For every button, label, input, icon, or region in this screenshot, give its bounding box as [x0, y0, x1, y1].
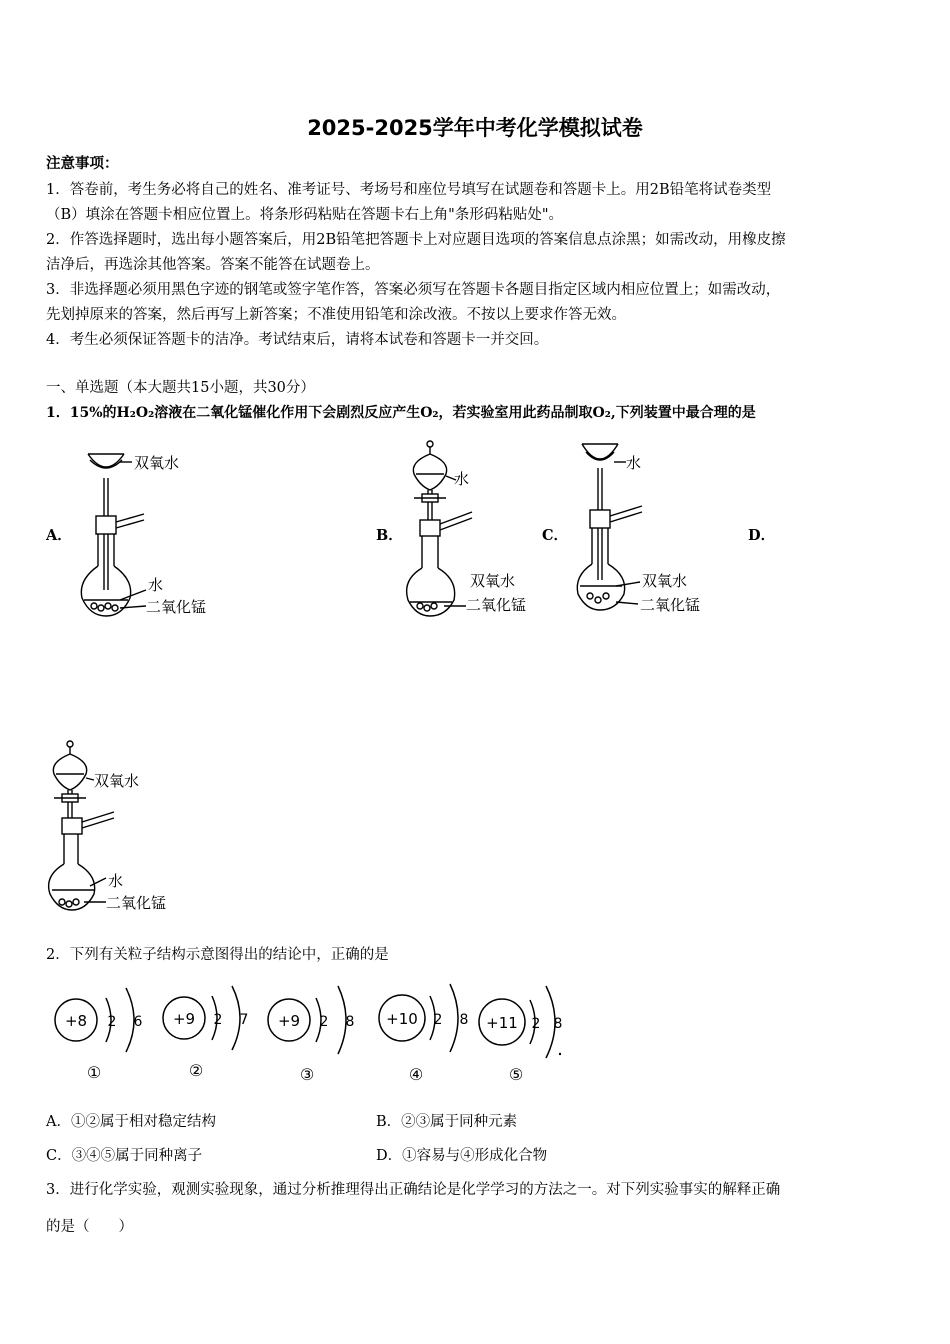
apparatus-d-bottom-label: 二氧化锰 — [106, 894, 167, 912]
q2-option-a: A．①②属于相对稳定结构 — [46, 1114, 216, 1130]
notice-line: 3．非选择题必须用黑色字迹的钢笔或签字笔作答，答案必须写在答题卡各题目指定区域内相应位置上；如需改动， — [46, 282, 781, 298]
apparatus-c-diagram — [572, 440, 722, 620]
particle-5-nucleus: +11 — [486, 1014, 518, 1032]
particle-3-shell-1: 2 — [319, 1014, 329, 1030]
notice-line: 先划掉原来的答案，然后再写上新答案；不准使用铅笔和涂改液。不按以上要求作答无效。 — [46, 307, 626, 323]
particle-diagrams — [46, 978, 586, 1088]
particle-3-mark: ③ — [299, 1065, 315, 1084]
particle-2-shell-1: 2 — [213, 1012, 223, 1028]
q2-option-c: C．③④⑤属于同种离子 — [46, 1148, 203, 1164]
notice-line: 2．作答选择题时，选出每小题答案后，用2B铅笔把答题卡上对应题目选项的答案信息点涂黑；如需改动，用橡皮擦 — [46, 232, 786, 248]
notice-line: （B）填涂在答题卡相应位置上。将条形码粘贴在答题卡右上角"条形码粘贴处"。 — [46, 207, 563, 223]
particle-1-nucleus: +8 — [64, 1012, 88, 1030]
apparatus-a-mid-label: 水 — [148, 576, 164, 594]
particle-4-nucleus: +10 — [386, 1010, 418, 1028]
particle-1-shell-2: 6 — [133, 1014, 143, 1030]
apparatus-d-diagram — [44, 738, 194, 918]
particle-5-shell-2: 8 — [553, 1016, 563, 1032]
page-title: 2025-2025学年中考化学模拟试卷 — [307, 116, 643, 140]
apparatus-d-mid-label: 水 — [108, 872, 124, 890]
apparatus-b-top-label: 水 — [454, 470, 470, 488]
apparatus-c-mid-label: 双氧水 — [642, 572, 688, 590]
particle-4-shell-1: 2 — [433, 1012, 443, 1028]
section-heading: 一、单选题（本大题共15小题，共30分） — [46, 380, 315, 396]
particle-3-shell-2: 8 — [345, 1014, 355, 1030]
particle-3-nucleus: +9 — [277, 1012, 301, 1030]
particle-4-mark: ④ — [408, 1065, 424, 1084]
apparatus-a-top-label: 双氧水 — [134, 454, 180, 472]
question-2-stem: 2．下列有关粒子结构示意图得出的结论中，正确的是 — [46, 947, 389, 963]
particle-4-shell-2: 8 — [459, 1012, 469, 1028]
option-d-label: D． — [748, 527, 776, 544]
particle-1-mark: ① — [86, 1063, 102, 1082]
apparatus-b-bottom-label: 二氧化锰 — [466, 596, 527, 614]
particle-5-shell-1: 2 — [531, 1016, 541, 1032]
particle-2-nucleus: +9 — [172, 1010, 196, 1028]
notice-line: 4．考生必须保证答题卡的洁净。考试结束后，请将本试卷和答题卡一并交回。 — [46, 332, 549, 348]
question-1-stem: 1．15%的H₂O₂溶液在二氧化锰催化作用下会剧烈反应产生O₂，若实验室用此药品制取O₂,下列装置中最合理的是 — [46, 405, 756, 421]
particle-2-mark: ② — [188, 1061, 204, 1080]
particle-5-mark: ⑤ — [508, 1065, 524, 1084]
question-3-stem-line-1: 3．进行化学实验，观测实验现象，通过分析推理得出正确结论是化学学习的方法之一。对下列实验事实的解释正确 — [46, 1182, 781, 1198]
apparatus-a-bottom-label: 二氧化锰 — [146, 598, 207, 616]
apparatus-a-diagram — [76, 440, 226, 620]
question-3-stem-line-2: 的是（ ） — [46, 1219, 133, 1235]
notice-line: 洁净后，再选涂其他答案。答案不能答在试题卷上。 — [46, 257, 380, 273]
particle-2-shell-2: 7 — [239, 1012, 249, 1028]
notice-heading: 注意事项： — [46, 155, 119, 172]
apparatus-b-mid-label: 双氧水 — [470, 572, 516, 590]
q2-option-b: B．②③属于同种元素 — [376, 1114, 518, 1130]
option-c-label: C． — [542, 527, 569, 544]
apparatus-d-top-label: 双氧水 — [94, 772, 140, 790]
q2-option-d: D．①容易与④形成化合物 — [376, 1148, 548, 1164]
notice-line: 1．答卷前，考生务必将自己的姓名、准考证号、考场号和座位号填写在试题卷和答题卡上。用2B铅笔将试卷类型 — [46, 182, 772, 198]
apparatus-b-diagram — [404, 440, 554, 620]
apparatus-c-bottom-label: 二氧化锰 — [640, 596, 701, 614]
particle-1-shell-1: 2 — [107, 1014, 117, 1030]
option-b-label: B． — [376, 527, 403, 544]
option-a-label: A． — [46, 527, 72, 544]
apparatus-c-top-label: 水 — [626, 454, 642, 472]
